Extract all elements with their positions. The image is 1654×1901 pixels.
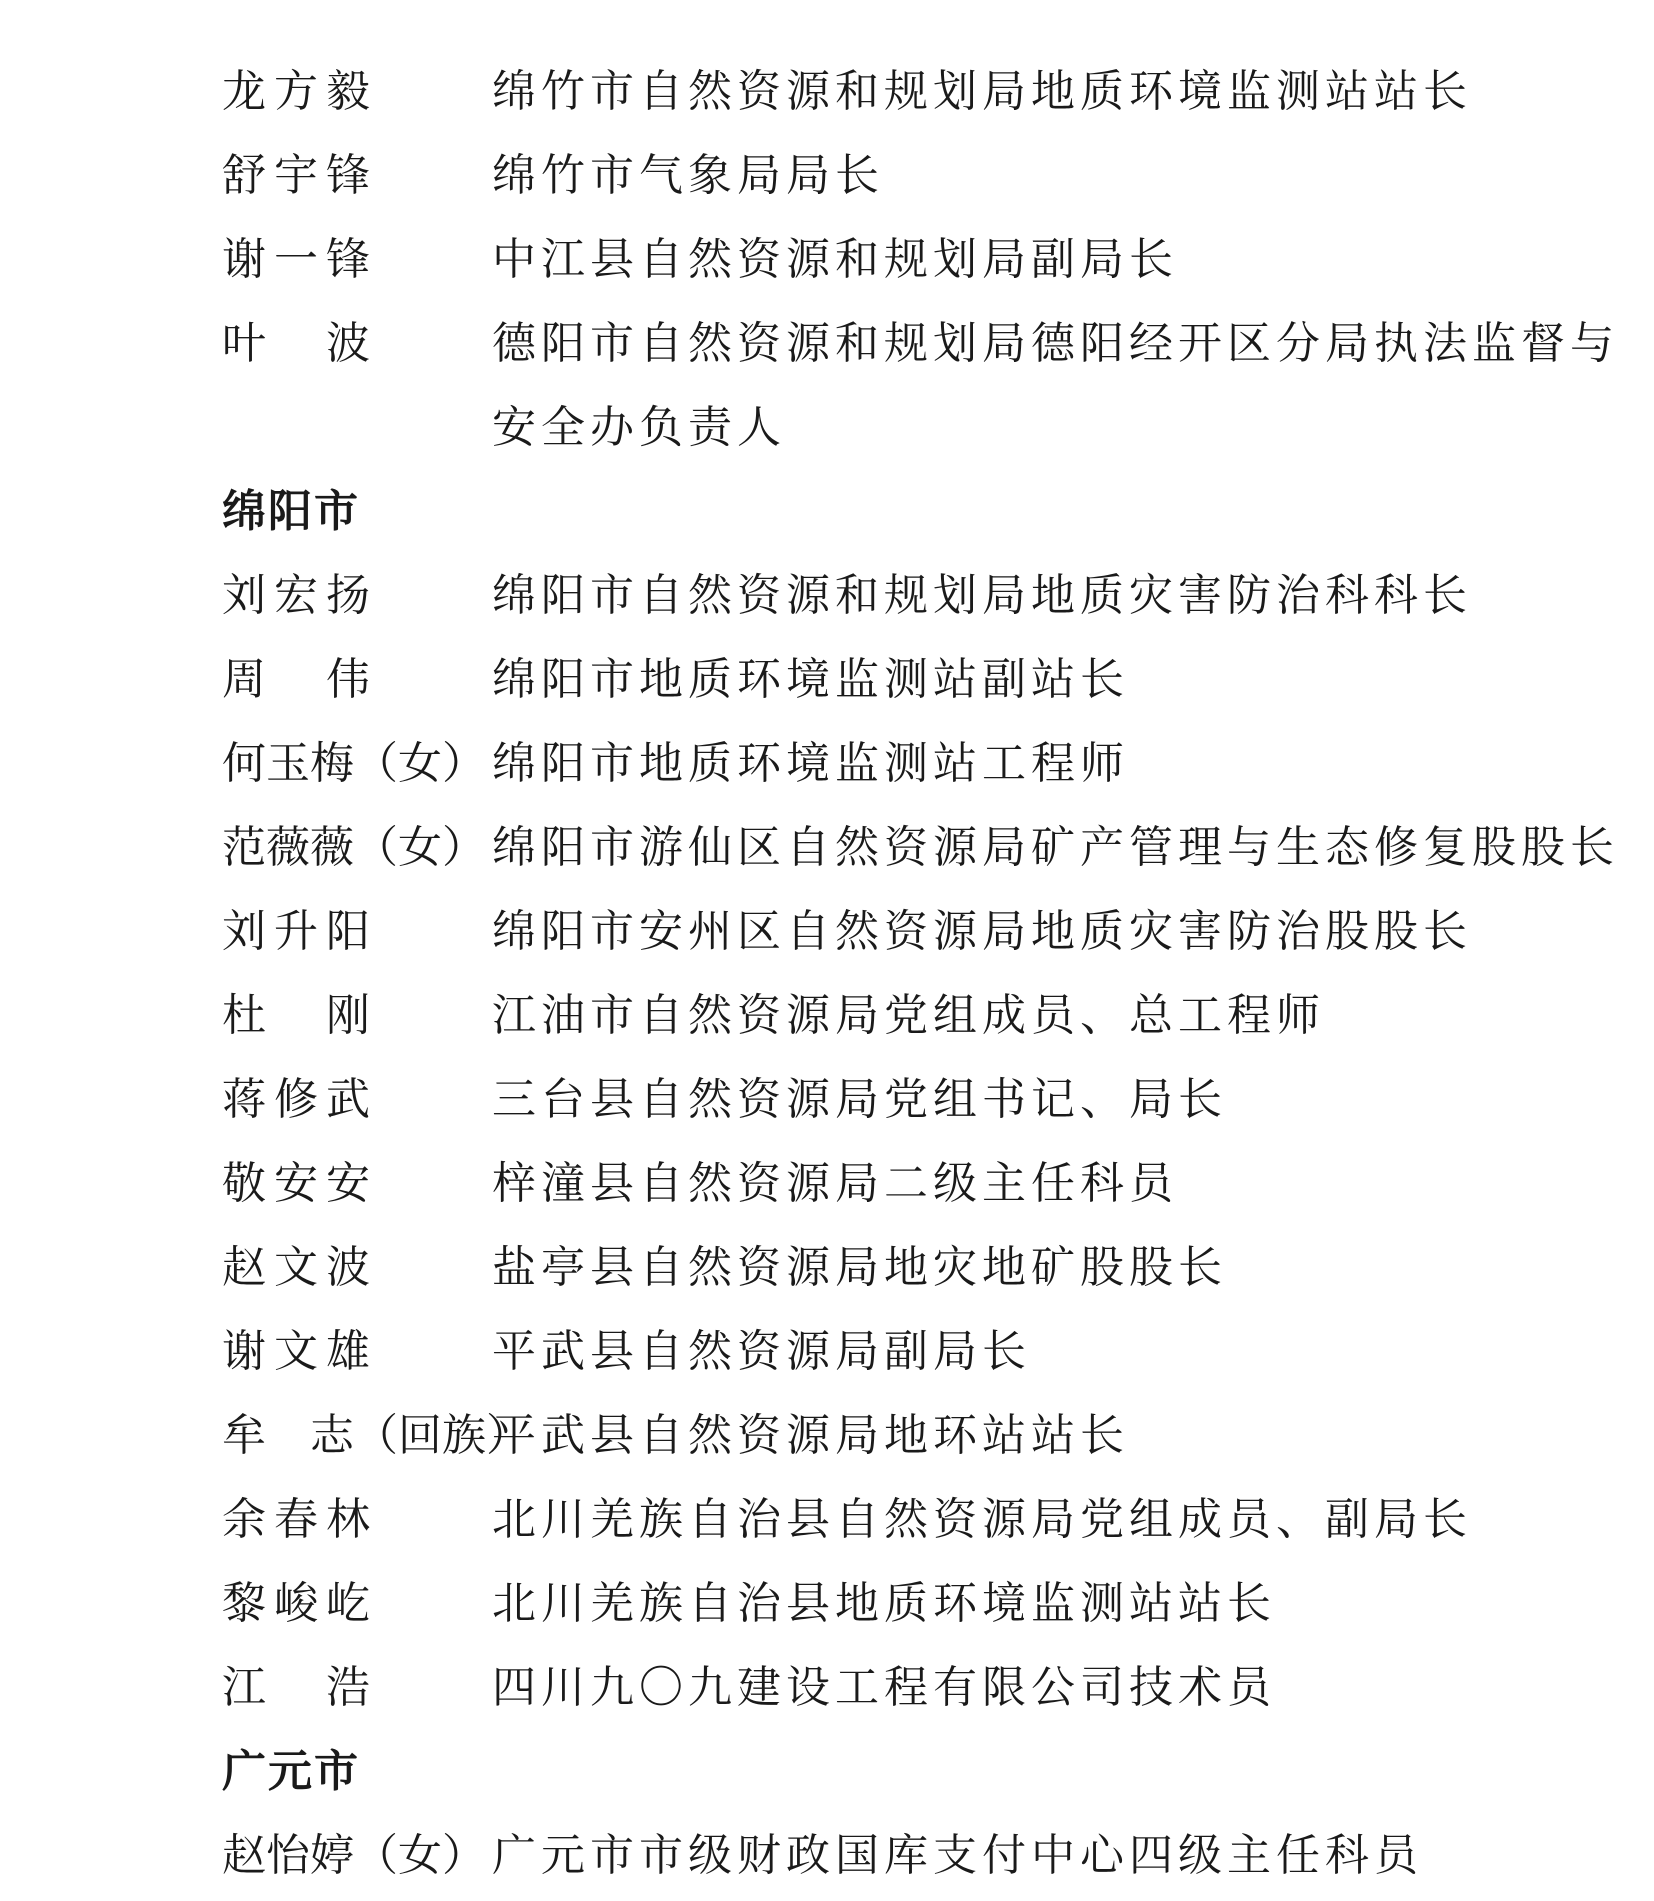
person-title: 绵阳市安州区自然资源局地质灾害防治股股长	[492, 906, 1472, 957]
person-title: 三台县自然资源局党组书记、局长	[492, 1074, 1227, 1125]
person-title: 江油市自然资源局党组成员、总工程师	[492, 990, 1325, 1041]
person-name: 刘升阳	[222, 906, 378, 957]
person-title: 广元市市级财政国库支付中心四级主任科员	[492, 1830, 1423, 1881]
person-name: 杜 刚	[222, 990, 378, 1041]
person-name: 谢文雄	[222, 1326, 378, 1377]
person-name: 舒宇锋	[222, 150, 378, 201]
person-title: 盐亭县自然资源局地灾地矿股股长	[492, 1242, 1227, 1293]
section-heading: 绵阳市	[222, 486, 360, 537]
person-name: 叶 波	[222, 318, 378, 369]
person-title: 梓潼县自然资源局二级主任科员	[492, 1158, 1178, 1209]
section-heading: 广元市	[222, 1746, 360, 1797]
person-name: 敬安安	[222, 1158, 378, 1209]
person-title: 绵阳市地质环境监测站副站长	[492, 654, 1129, 705]
person-name: 江 浩	[222, 1662, 378, 1713]
person-name: 龙方毅	[222, 66, 378, 117]
person-name: 蒋修武	[222, 1074, 378, 1125]
person-title: 绵阳市游仙区自然资源局矿产管理与生态修复股股长	[492, 822, 1619, 873]
person-name: 余春林	[222, 1494, 378, 1545]
person-title: 平武县自然资源局副局长	[492, 1326, 1031, 1377]
person-title: 绵阳市地质环境监测站工程师	[492, 738, 1129, 789]
person-title: 四川九〇九建设工程有限公司技术员	[492, 1662, 1276, 1713]
person-name: 范薇薇（女）	[222, 822, 486, 873]
person-title: 中江县自然资源和规划局副局长	[492, 234, 1178, 285]
person-name: 刘宏扬	[222, 570, 378, 621]
person-name: 赵怡婷（女）	[222, 1830, 486, 1881]
person-title: 平武县自然资源局地环站站长	[492, 1410, 1129, 1461]
person-name: 何玉梅（女）	[222, 738, 486, 789]
person-title: 绵阳市自然资源和规划局地质灾害防治科科长	[492, 570, 1472, 621]
person-name: 谢一锋	[222, 234, 378, 285]
person-name: 牟 志（回族）	[222, 1410, 530, 1461]
person-title: 北川羌族自治县地质环境监测站站长	[492, 1578, 1276, 1629]
person-name: 黎峻屹	[222, 1578, 378, 1629]
person-name: 赵文波	[222, 1242, 378, 1293]
person-title: 北川羌族自治县自然资源局党组成员、副局长	[492, 1494, 1472, 1545]
person-title: 绵竹市气象局局长	[492, 150, 884, 201]
person-name: 周 伟	[222, 654, 378, 705]
person-title: 德阳市自然资源和规划局德阳经开区分局执法监督与	[492, 318, 1619, 369]
person-title: 安全办负责人	[492, 402, 786, 453]
person-title: 绵竹市自然资源和规划局地质环境监测站站长	[492, 66, 1472, 117]
